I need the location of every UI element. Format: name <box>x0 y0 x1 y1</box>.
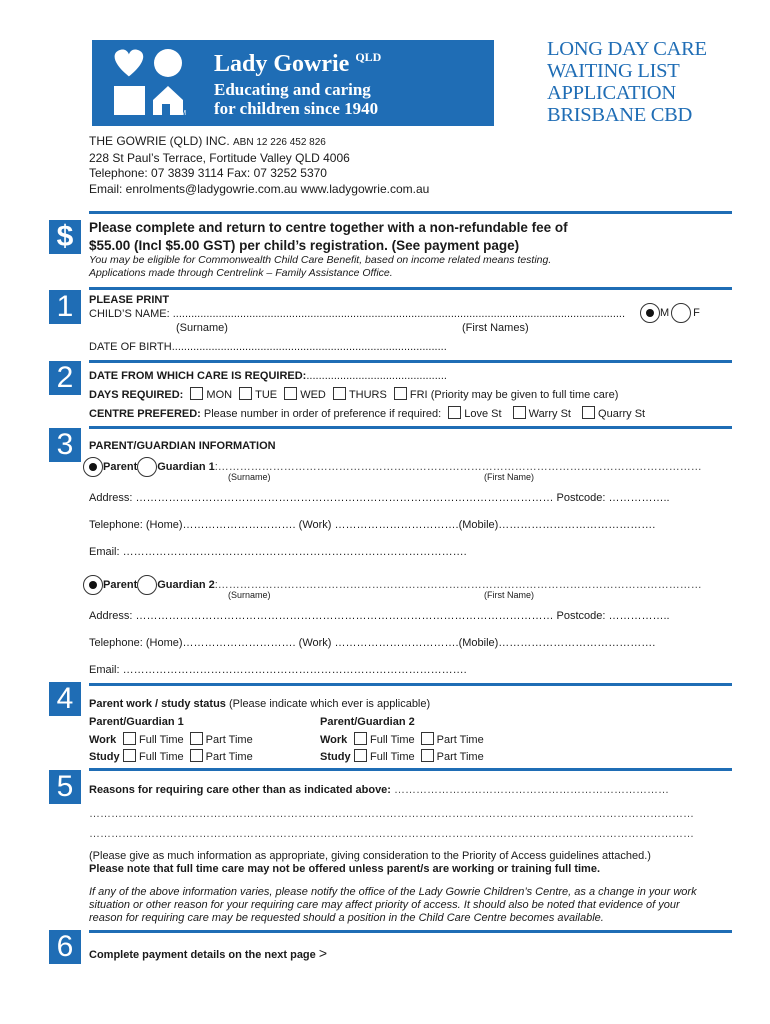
s5-italic-3: reason for requiring care may be requested should a position in the Child Care Centre becomes available. <box>89 912 604 924</box>
section-2-badge: 2 <box>49 361 81 395</box>
fee-note-1: You may be eligible for Commonwealth Child Care Benefit, based on income related means testing. <box>89 254 552 266</box>
pg2-study-full-time-checkbox[interactable] <box>354 749 367 762</box>
pg2-study-full-time-label: Full Time <box>370 751 415 763</box>
g2-name-field[interactable]: :…………………………………………………………………………………………………………………… <box>214 578 702 591</box>
days-label: DAYS REQUIRED: <box>89 389 184 401</box>
pg1-work-full-time-label: Full Time <box>139 734 184 746</box>
logo-tagline-1: Educating and caring <box>214 80 371 99</box>
pg1-study-part-time-label: Part Time <box>205 751 253 763</box>
day-mon-checkbox[interactable] <box>190 387 203 400</box>
days-note: (Priority may be given to full time care) <box>430 389 619 401</box>
g2-parent-label: Parent <box>103 578 138 591</box>
day-thurs-checkbox[interactable] <box>333 387 346 400</box>
dob-field[interactable]: DATE OF BIRTH.......................................................................................... <box>89 341 447 353</box>
reason-line-1[interactable]: ………………………………………………………………… <box>394 784 670 796</box>
logo-icon <box>110 47 190 119</box>
centre-love-st-checkbox[interactable] <box>448 406 461 419</box>
g1-telephone-field[interactable]: Telephone: (Home)…………………………. (Work) …………………………….(Mobile)……………………………………. <box>89 519 656 531</box>
logo-banner <box>92 40 494 126</box>
divider-3 <box>89 426 732 429</box>
fee-note-2: Applications made through Centrelink – Family Assistance Office. <box>89 267 393 279</box>
child-surname-caption: (Surname) <box>176 322 228 334</box>
sex-m-label: M <box>660 306 670 319</box>
pg2-work-part-time-checkbox[interactable] <box>421 732 434 745</box>
divider-6 <box>89 930 732 933</box>
day-fri-label: FRI <box>409 389 428 401</box>
pg2-heading: Parent/Guardian 2 <box>320 716 415 728</box>
logo-brand: Lady Gowrie <box>214 51 350 77</box>
centre-note: Please number in order of preference if required: <box>203 408 442 420</box>
divider-1 <box>89 287 732 290</box>
sex-m-radio[interactable] <box>640 303 660 323</box>
reason-line-3[interactable]: ………………………………………………………………………………………………………………………………………………… <box>89 828 694 840</box>
centre-warry-st-label: Warry St <box>528 408 571 420</box>
dollar-badge: $ <box>49 220 81 254</box>
s5-note-1: (Please give as much information as appropriate, giving consideration to the Priority of Access guidelines attached.) <box>89 850 651 862</box>
centre-quarry-st-checkbox[interactable] <box>582 406 595 419</box>
g1-parent-radio[interactable] <box>83 457 103 477</box>
g1-parent-label: Parent <box>103 460 138 473</box>
divider-5 <box>89 768 732 771</box>
pg2-work-label: Work <box>320 734 348 746</box>
next-page-arrow-icon: > <box>318 945 328 961</box>
s1-heading: PLEASE PRINT <box>89 294 170 306</box>
pg1-work-label: Work <box>89 734 117 746</box>
pg2-work-part-time-label: Part Time <box>436 734 484 746</box>
org-abn: ABN 12 226 452 826 <box>233 137 326 148</box>
s3-heading: PARENT/GUARDIAN INFORMATION <box>89 440 276 452</box>
divider-2 <box>89 360 732 363</box>
centre-quarry-st-label: Quarry St <box>598 408 646 420</box>
title-line-3: APPLICATION <box>547 82 676 104</box>
g2-surname-caption: (Surname) <box>228 590 271 600</box>
section-6-badge: 6 <box>49 930 81 964</box>
day-tue-label: TUE <box>255 389 278 401</box>
org-email: Email: enrolments@ladygowrie.com.au www.ladygowrie.com.au <box>89 181 430 196</box>
g2-telephone-field[interactable]: Telephone: (Home)…………………………. (Work) …………………………….(Mobile)……………………………………. <box>89 637 656 649</box>
guardian-2-row <box>83 575 702 595</box>
g2-parent-radio[interactable] <box>83 575 103 595</box>
org-address: 228 St Paul’s Terrace, Fortitude Valley QLD 4006 <box>89 150 350 165</box>
g1-email-field[interactable]: Email: …………………………………………………………………………………. <box>89 546 467 558</box>
title-line-2: WAITING LIST <box>547 60 680 82</box>
g2-guardian-radio[interactable] <box>137 575 157 595</box>
pg2-study-part-time-checkbox[interactable] <box>421 749 434 762</box>
org-name: THE GOWRIE (QLD) INC. <box>89 134 230 148</box>
g1-first-name-caption: (First Name) <box>484 472 534 482</box>
s5-note-2: Please note that full time care may not be offered unless parent/s are working or training full time. <box>89 863 601 875</box>
g2-first-name-caption: (First Name) <box>484 590 534 600</box>
pg2-work-full-time-checkbox[interactable] <box>354 732 367 745</box>
day-tue-checkbox[interactable] <box>239 387 252 400</box>
section-4-badge: 4 <box>49 682 81 716</box>
org-info <box>89 134 429 197</box>
form-title <box>547 38 747 126</box>
pg1-work-part-time-label: Part Time <box>205 734 253 746</box>
pg2-study-part-time-label: Part Time <box>436 751 484 763</box>
logo-tm: TM <box>176 110 187 117</box>
g2-guardian-label: Guardian 2 <box>157 578 215 591</box>
day-mon-label: MON <box>206 389 233 401</box>
g1-guardian-radio[interactable] <box>137 457 157 477</box>
pg1-study-part-time-checkbox[interactable] <box>190 749 203 762</box>
child-first-names-caption: (First Names) <box>462 322 529 334</box>
date-from-field[interactable]: .............................................. <box>306 370 447 382</box>
pg1-heading: Parent/Guardian 1 <box>89 716 184 728</box>
day-wed-label: WED <box>300 389 326 401</box>
day-fri-checkbox[interactable] <box>394 387 407 400</box>
day-thurs-label: THURS <box>348 389 387 401</box>
g1-guardian-label: Guardian 1 <box>157 460 215 473</box>
pg1-work-part-time-checkbox[interactable] <box>190 732 203 745</box>
fee-line-1: Please complete and return to centre together with a non-refundable fee of <box>89 220 568 235</box>
day-wed-checkbox[interactable] <box>284 387 297 400</box>
pg2-work-full-time-label: Full Time <box>370 734 415 746</box>
s5-italic-1: If any of the above information varies, please notify the office of the Lady Gowrie Children’s Centre, as a change in your work <box>89 886 697 898</box>
sex-f-label: F <box>693 306 700 319</box>
g1-name-field[interactable]: :…………………………………………………………………………………………………………………… <box>214 460 702 473</box>
org-phone: Telephone: 07 3839 3114 Fax: 07 3252 5370 <box>89 166 327 180</box>
s5-italic-2: situation or other reason for your requiring care may affect priority of access. It should also be noted that evidence of your <box>89 899 680 911</box>
g1-address-field[interactable]: Address: …………………………………………………………………………………………………… Postcode: …………….. <box>89 492 670 504</box>
logo-brand-sup: QLD <box>355 50 382 64</box>
pg1-work-full-time-checkbox[interactable] <box>123 732 136 745</box>
divider-4 <box>89 683 732 686</box>
child-name-field[interactable]: CHILD’S NAME: .................................................................................................................................................... <box>89 308 626 320</box>
logo-tagline-2: for children since 1940 <box>214 99 379 118</box>
guardian-1-row <box>83 457 702 477</box>
centre-warry-st-checkbox[interactable] <box>513 406 526 419</box>
section-5-badge: 5 <box>49 770 81 804</box>
centre-label: CENTRE PREFERED: <box>89 408 201 420</box>
title-line-4: BRISBANE CBD <box>547 104 693 126</box>
section-3-badge: 3 <box>49 428 81 462</box>
centre-love-st-label: Love St <box>464 408 502 420</box>
section-1-badge: 1 <box>49 290 81 324</box>
s6-text: Complete payment details on the next page <box>89 949 316 961</box>
reason-line-2[interactable]: ………………………………………………………………………………………………………………………………………………… <box>89 808 694 820</box>
pg1-study-label: Study <box>89 751 120 763</box>
pg1-study-full-time-label: Full Time <box>139 751 184 763</box>
g2-email-field[interactable]: Email: …………………………………………………………………………………. <box>89 664 467 676</box>
sex-f-radio[interactable] <box>671 303 691 323</box>
g2-address-field[interactable]: Address: …………………………………………………………………………………………………… Postcode: …………….. <box>89 610 670 622</box>
fee-line-2: $55.00 (Incl $5.00 GST) per child’s registration. (See payment page) <box>89 238 520 253</box>
date-from-label: DATE FROM WHICH CARE IS REQUIRED: <box>89 370 307 382</box>
pg2-study-label: Study <box>320 751 351 763</box>
s5-heading: Reasons for requiring care other than as indicated above: <box>89 784 391 796</box>
title-line-1: LONG DAY CARE <box>547 38 707 60</box>
divider-fee <box>89 211 732 214</box>
s4-heading: Parent work / study status <box>89 698 226 710</box>
pg1-study-full-time-checkbox[interactable] <box>123 749 136 762</box>
g1-surname-caption: (Surname) <box>228 472 271 482</box>
s4-heading-note: (Please indicate which ever is applicable) <box>229 698 431 710</box>
